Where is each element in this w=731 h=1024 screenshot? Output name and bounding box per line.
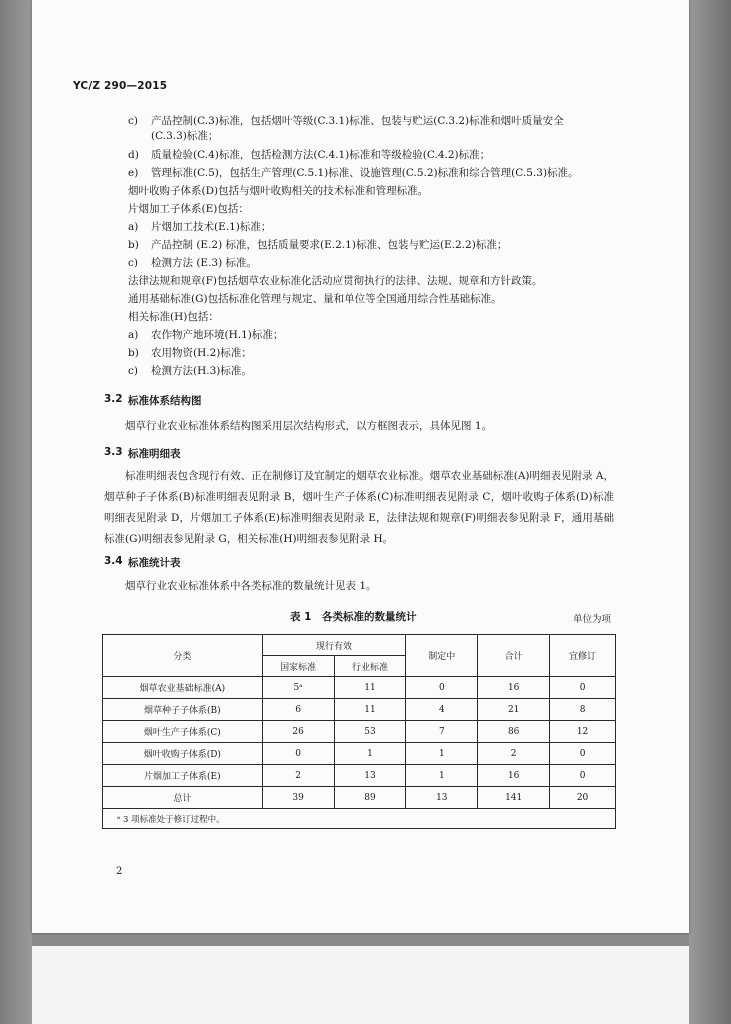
section-title: 标准体系结构图 [128, 395, 202, 407]
section-title: 标准明细表 [128, 448, 181, 460]
header-total: 合计 [478, 635, 550, 677]
paragraph-g: 通用基础标准(G)包括标准化管理与规定、量和单位等全国通用综合性基础标准。 [128, 293, 502, 305]
table-row [103, 721, 616, 743]
cell-industry: 53 [334, 721, 406, 743]
cell-total: 86 [478, 721, 550, 743]
cell-industry: 1 [334, 743, 406, 765]
table-footnote: ᵃ 3 项标准处于修订过程中。 [103, 809, 616, 829]
cell-industry: 11 [334, 677, 406, 699]
row-name: 片烟加工子体系(E) [103, 765, 263, 787]
list-item: 产品控制 (E.2) 标准，包括质量要求(E.2.1)标准、包装与贮运(E.2.2)标准； [151, 239, 508, 251]
list-item: 质量检验(C.4)标准，包括检测方法(C.4.1)标准和等级检验(C.4.2)标准； [151, 149, 491, 161]
header-industry: 行业标准 [334, 656, 406, 677]
list-item: 检测方法(H.3)标准。 [151, 365, 252, 377]
table-row [103, 765, 616, 787]
section-number: 3.3 [104, 446, 123, 458]
cell-total: 21 [478, 699, 550, 721]
cell-revise: 0 [550, 743, 616, 765]
cell-national: 6 [262, 699, 334, 721]
list-item: 产品控制(C.3)标准，包括烟叶等级(C.3.1)标准、包装与贮运(C.3.2)标准和烟叶质量安全 [151, 115, 564, 127]
list-item: 片烟加工技术(E.1)标准； [151, 221, 272, 233]
page-number: 2 [116, 866, 123, 877]
section-body: 烟草行业农业标准体系结构图采用层次结构形式，以方框图表示，具体见图 1。 [125, 420, 493, 432]
row-name: 烟草种子子体系(B) [103, 699, 263, 721]
cell-industry: 89 [334, 787, 406, 809]
paragraph-f: 法律法规和规章(F)包括烟草农业标准化活动应贯彻执行的法律、法规、规章和方针政策。 [128, 275, 543, 287]
statistics-table [102, 634, 616, 829]
section-number: 3.4 [104, 555, 123, 567]
row-name: 烟叶生产子体系(C) [103, 721, 263, 743]
header-revise: 宜修订 [550, 635, 616, 677]
paragraph-e-intro: 片烟加工子体系(E)包括： [128, 203, 249, 215]
next-page-preview [32, 946, 689, 1024]
table-total-row [103, 787, 616, 809]
list-item: 农作物产地环境(H.1)标准； [151, 329, 284, 341]
paragraph-d: 烟叶收购子体系(D)包括与烟叶收购相关的技术标准和管理标准。 [128, 185, 429, 197]
header-current: 现行有效 [262, 635, 406, 656]
cell-revise: 8 [550, 699, 616, 721]
cell-drafting: 1 [406, 743, 478, 765]
cell-drafting: 13 [406, 787, 478, 809]
header-national: 国家标准 [262, 656, 334, 677]
cell-drafting: 1 [406, 765, 478, 787]
table-unit: 单位为项 [573, 614, 612, 625]
standard-code: YC/Z 290—2015 [73, 80, 168, 92]
paragraph-h-intro: 相关标准(H)包括： [128, 311, 219, 323]
list-item-continued: (C.3.3)标准； [151, 130, 219, 142]
table-title: 表 1 各类标准的数量统计 [290, 611, 417, 623]
section-body: 烟草行业农业标准体系中各类标准的数量统计见表 1。 [125, 580, 377, 592]
cell-drafting: 4 [406, 699, 478, 721]
viewer-background-left [0, 0, 32, 1024]
cell-national: 2 [262, 765, 334, 787]
table-row [103, 743, 616, 765]
list-item: 管理标准(C.5)，包括生产管理(C.5.1)标准、设施管理(C.5.2)标准和综合管理(C.5.3)标准。 [151, 167, 579, 179]
cell-revise: 0 [550, 765, 616, 787]
cell-industry: 11 [334, 699, 406, 721]
cell-total: 2 [478, 743, 550, 765]
cell-total: 141 [478, 787, 550, 809]
list-marker: d) [128, 149, 139, 161]
header-drafting: 制定中 [406, 635, 478, 677]
list-item: 农用物资(H.2)标准； [151, 347, 252, 359]
list-marker: a) [128, 221, 139, 233]
row-name: 总计 [103, 787, 263, 809]
cell-national: 5ᵃ [262, 677, 334, 699]
cell-total: 16 [478, 677, 550, 699]
row-name: 烟叶收购子体系(D) [103, 743, 263, 765]
cell-national: 0 [262, 743, 334, 765]
table-row [103, 677, 616, 699]
cell-national: 26 [262, 721, 334, 743]
cell-revise: 20 [550, 787, 616, 809]
cell-drafting: 0 [406, 677, 478, 699]
list-marker: c) [128, 115, 138, 127]
section-body: 标准明细表包含现行有效、正在制修订及宜制定的烟草农业标准。烟草农业基础标准(A)明细表见附录 A，烟草种子子体系(B)标准明细表见附录 B，烟叶生产子体系(C)标准明细表见附录 C，烟叶收购子体系(D)标准明细表见附录 D，片烟加工子体系(E)标准明细表见附录 E，法律法规和规章(F)明细表参见附录 F，通用基础标准(G)明细表参见附录 G，相关标准(H)明细表参见附录 H。 [104, 470, 614, 545]
cell-total: 16 [478, 765, 550, 787]
cell-revise: 0 [550, 677, 616, 699]
section-title: 标准统计表 [128, 557, 181, 569]
list-marker: c) [128, 365, 138, 377]
list-marker: a) [128, 329, 139, 341]
row-name: 烟草农业基础标准(A) [103, 677, 263, 699]
header-category: 分类 [103, 635, 263, 677]
cell-drafting: 7 [406, 721, 478, 743]
cell-national: 39 [262, 787, 334, 809]
cell-industry: 13 [334, 765, 406, 787]
list-marker: b) [128, 347, 139, 359]
list-marker: c) [128, 257, 138, 269]
viewer-scrollbar-area[interactable] [689, 0, 731, 1024]
list-marker: e) [128, 167, 139, 179]
section-number: 3.2 [104, 393, 123, 405]
list-marker: b) [128, 239, 139, 251]
table-row [103, 699, 616, 721]
list-item: 检测方法 (E.3) 标准。 [151, 257, 258, 269]
cell-revise: 12 [550, 721, 616, 743]
